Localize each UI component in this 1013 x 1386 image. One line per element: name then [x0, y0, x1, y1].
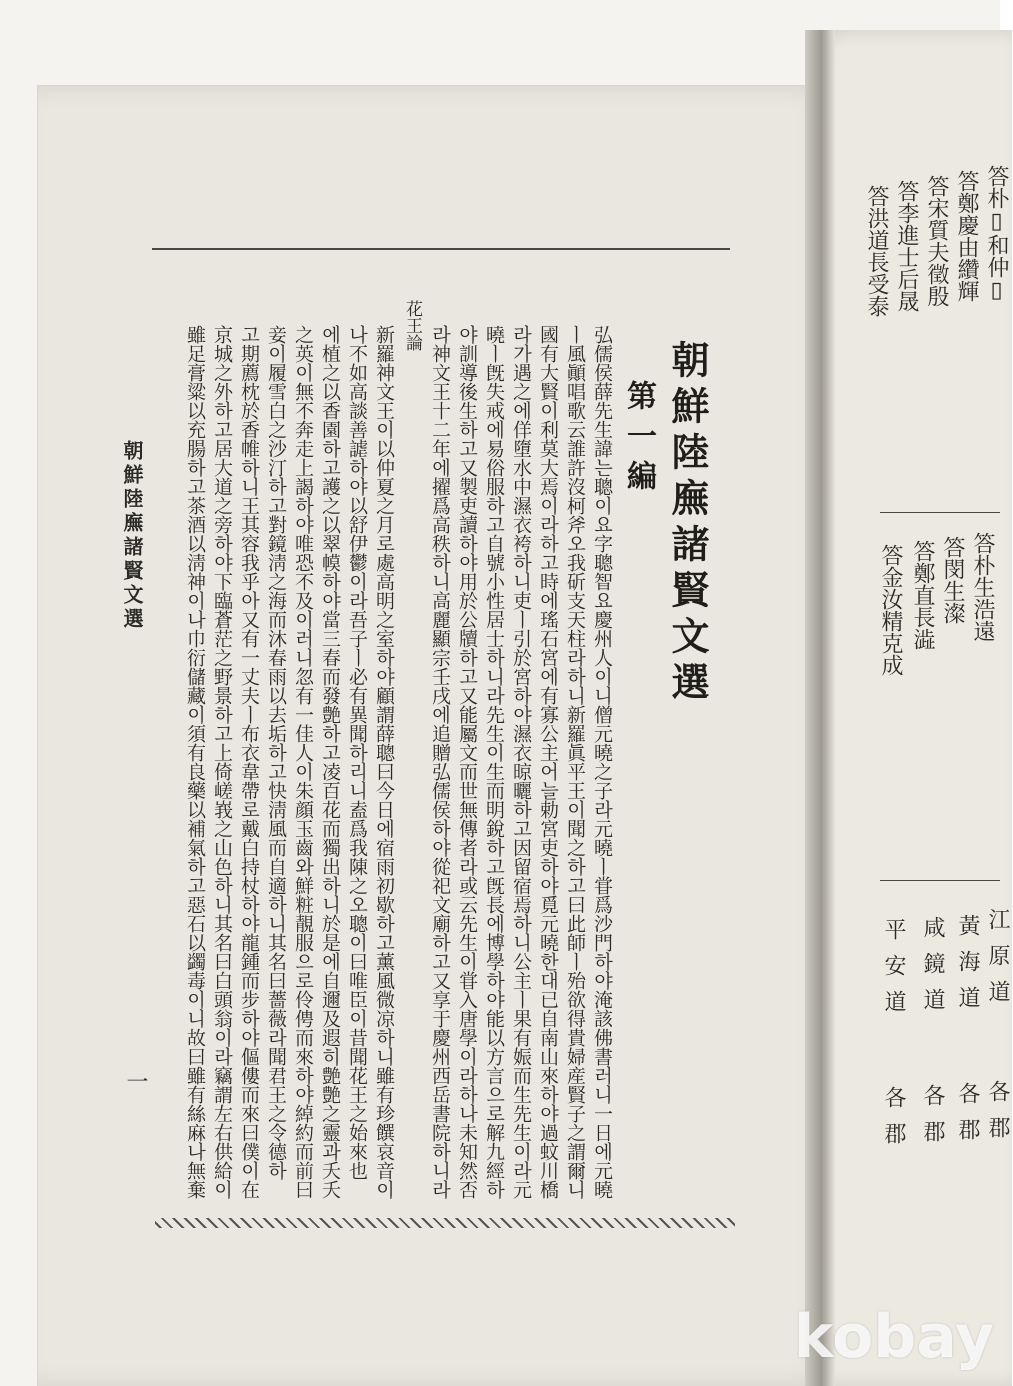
- text-column-7: 라神文王十二年에擢爲高秩하니高麗顯宗壬戌에追贈弘儒侯하야從祀文廟하고又享于慶州西岳書院하니라: [429, 325, 451, 1199]
- toc-letter-6: 答朴生浩遠: [970, 532, 995, 642]
- right-page-rule-2: [880, 880, 1000, 881]
- toc-letter-1: 答朴▯和仲▯: [984, 165, 1009, 303]
- text-column-13: 고期薦枕於香帷하니王其容我乎아又有一丈夫ㅣ布衣韋帶로戴白持杖하야龍鍾而步하야傴僂而來曰僕이在: [238, 325, 260, 1199]
- region-name-1: 江原道: [985, 908, 1010, 1016]
- toc-letter-7: 答閔生澯: [940, 536, 965, 624]
- text-column-5: 曉ㅣ旣失戒에易俗服하고自號小性居士하니라先生이生而明銳하고旣長에博學하야能以方言으로解九經하: [483, 325, 505, 1199]
- toc-letter-3: 答宋質夫徵殷: [924, 175, 949, 307]
- region-suffix-3: 各郡: [920, 1084, 945, 1156]
- text-column-1: 弘儒侯薛先生諱는聰이요字聰智요慶州人이니僧元曉之子라元曉ㅣ甞爲沙門하야淹該佛書러니一日에元曉: [591, 325, 613, 1199]
- text-column-4: 라가遇之에佯墮水中濕衣袴하니吏ㅣ引於宮하야濕衣晾曬하고因留宿焉하니公主ㅣ果有娠而生先生이라元: [510, 325, 532, 1199]
- region-name-4: 平安道: [881, 918, 906, 1026]
- region-suffix-4: 各郡: [881, 1086, 906, 1158]
- text-column-3: 國有大賢이利莫大焉이라하고時에瑤石宮에有寡公主어늘勅宮吏하야覓元曉한대已自南山來하야過蚊川橋: [537, 325, 559, 1199]
- chapter-heading: 第一編: [621, 380, 656, 500]
- toc-letter-4: 答李進士后晟: [894, 180, 919, 312]
- toc-letter-9: 答金汝精克成: [878, 544, 903, 676]
- text-column-12: 妾이履雪白之沙汀하고對鏡淸之海而沐春雨以去垢하고快淸風而自適하니其名曰薔薇라聞君王之令德하: [265, 325, 287, 1180]
- right-page-rule-1: [880, 512, 1000, 513]
- running-header: 朝鮮陸廡諸賢文選: [120, 440, 144, 632]
- region-name-3: 咸鏡道: [920, 916, 945, 1024]
- text-column-8: 新羅神文王이以仲夏之月로處高明之室하야顧謂薛聰曰今日에宿雨初歇하고薰風微凉하니雖有珍饌哀音이: [373, 325, 395, 1199]
- text-column-9: 나不如高談善謔하야以舒伊鬱이라吾子ㅣ必有異聞하리니盍爲我陳之오聰이曰唯臣이昔聞花王之始來也: [346, 325, 368, 1180]
- text-column-11: 之英이無不奔走上謁하야唯恐不及이러니忽有一佳人이朱顔玉齒와鮮粧靚服으로伶俜而來하야綽約而前曰: [292, 325, 314, 1199]
- region-suffix-2: 各郡: [955, 1082, 980, 1154]
- page-number: 一: [123, 1070, 148, 1092]
- region-suffix-1: 各郡: [985, 1080, 1010, 1152]
- toc-letter-8: 答鄭直長澁: [910, 540, 935, 650]
- text-column-2: ㅣ風顚唱歌云誰許沒柯斧오我斫支天柱라하니新羅眞平王이聞之하고曰此師ㅣ殆欲得貴婦産賢子之謂爾니: [564, 325, 586, 1199]
- text-column-14: 京城之外하고居大道之旁하야下臨蒼茫之野景하고上倚嵯峩之山色하니其名曰白頭翁이라竊謂左右供給이: [211, 325, 233, 1199]
- text-column-6: 야訓導後生하고又製吏讀하야用於公牘하고又能屬文而世無傳者라或云先生이甞入唐學이라하나未知然否: [456, 325, 478, 1199]
- region-name-2: 黃海道: [955, 914, 980, 1022]
- book-title: 朝鮮陸廡諸賢文選: [665, 340, 710, 708]
- book-gutter: [805, 30, 835, 1386]
- bottom-wavy-rule: [155, 1218, 735, 1228]
- watermark-logo: kobay: [793, 1302, 994, 1372]
- toc-letter-5: 答洪道長受泰: [864, 185, 889, 317]
- text-column-15: 雖足膏粱以充腸하고茶酒以淸神이나巾衍儲藏이須有良藥以補氣하고惡石以蠲毒이니故曰雖有絲麻나無棄: [184, 325, 206, 1199]
- section-title: 花王論: [402, 300, 422, 351]
- text-column-10: 에植之以香園하고護之以翠幙하야當三春而發艶하고凌百花而獨出하니於是에自邇及遐히艶艶之靈과夭夭: [319, 325, 341, 1199]
- toc-letter-2: 答鄭慶由纘輝: [954, 170, 979, 302]
- top-rule: [152, 248, 730, 250]
